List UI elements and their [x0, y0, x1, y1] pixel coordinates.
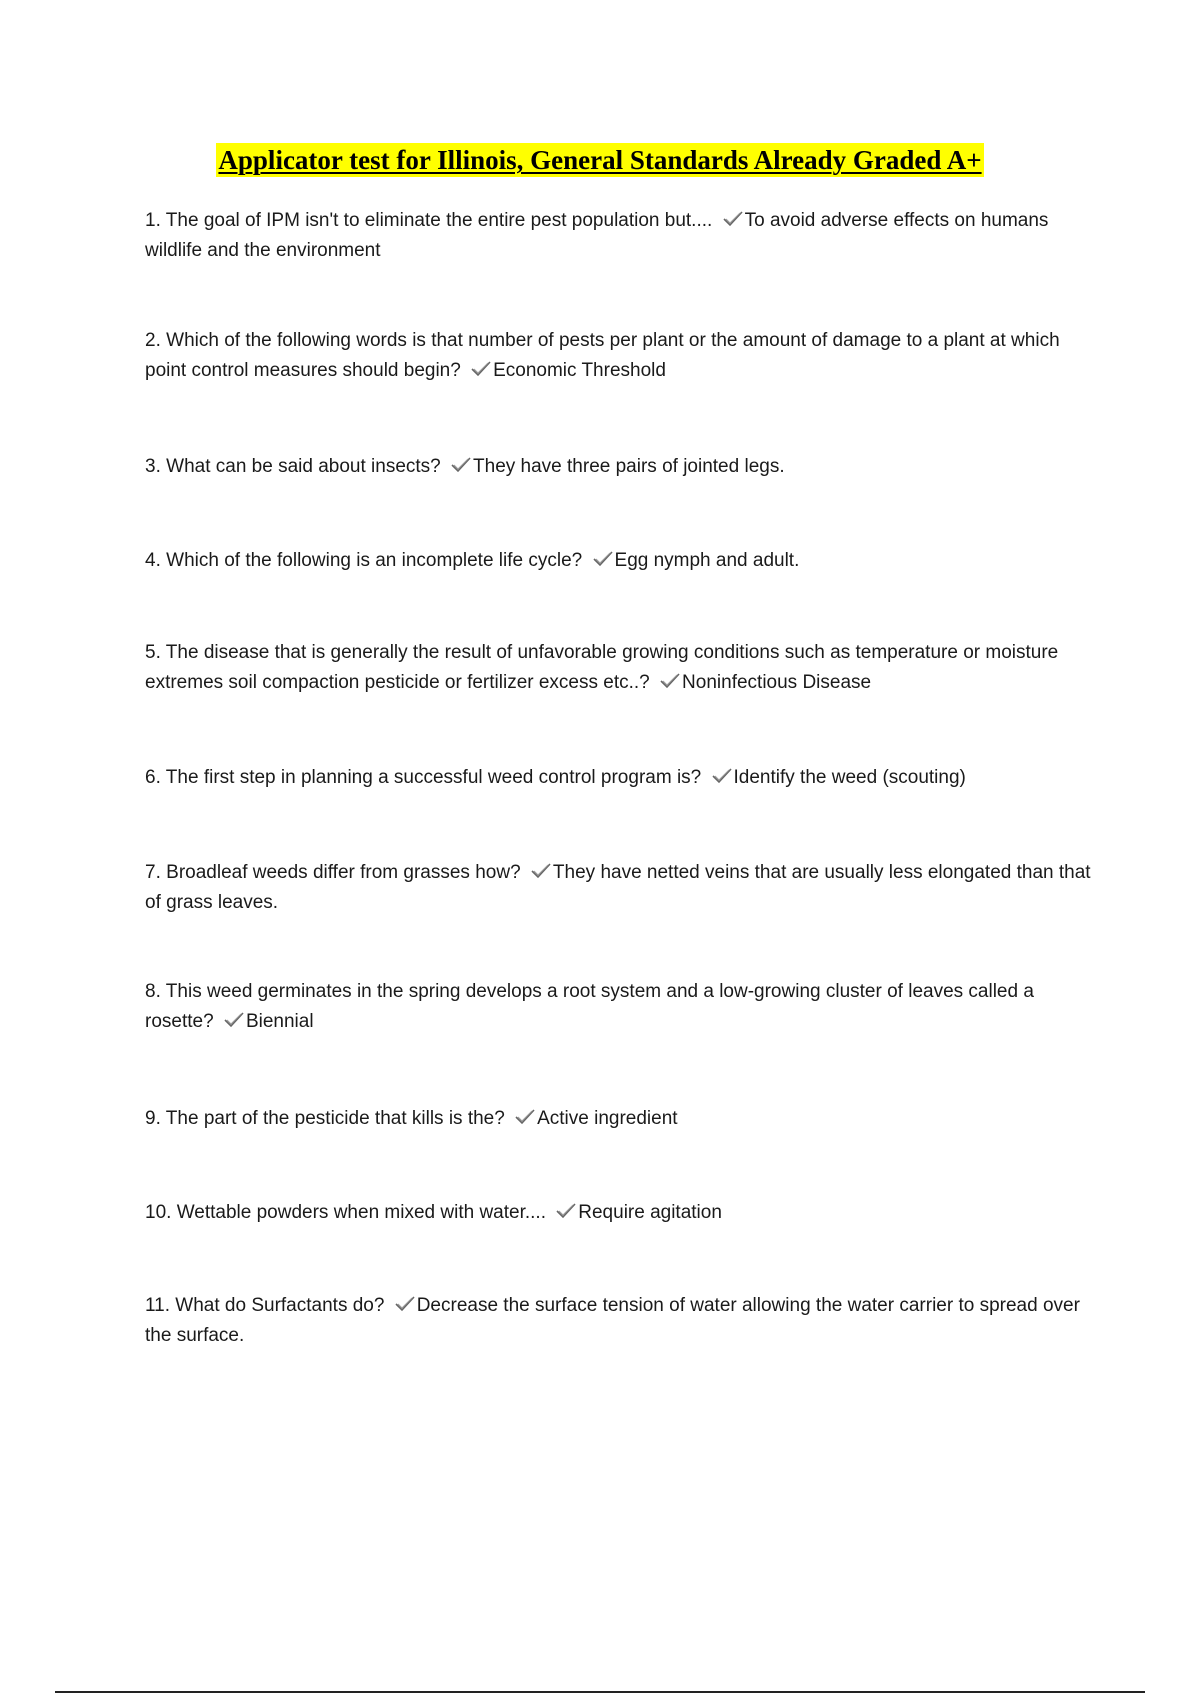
question-number: 4. [145, 550, 161, 571]
checkmark-icon [223, 1011, 245, 1029]
answer-text: They have netted veins that are usually less elongated than that of grass leaves. [145, 862, 1091, 913]
checkmark-icon [450, 456, 472, 474]
answer-text: Economic Threshold [493, 360, 666, 381]
answer-text: Active ingredient [537, 1108, 678, 1129]
answer-text: They have three pairs of jointed legs. [473, 456, 785, 477]
answer-text: Decrease the surface tension of water allowing the water carrier to spread over the surface. [145, 1295, 1080, 1346]
question-item-2 [145, 326, 1100, 386]
question-number: 3. [145, 456, 161, 477]
checkmark-icon [514, 1108, 536, 1126]
checkmark-icon [659, 672, 681, 690]
question-item-10 [145, 1198, 1100, 1228]
answer-text: Require agitation [578, 1202, 722, 1223]
question-number: 8. [145, 981, 161, 1002]
question-text: The first step in planning a successful weed control program is? [165, 767, 702, 788]
question-text: Which of the following words is that number of pests per plant or the amount of damage to a plant at which point control measures should begin? [145, 330, 1060, 381]
checkmark-icon [394, 1295, 416, 1313]
title-wrap [0, 143, 1200, 177]
question-number: 7. [145, 862, 161, 883]
answer-text: Identify the weed (scouting) [733, 767, 966, 788]
checkmark-icon [530, 862, 552, 880]
checkmark-icon [470, 360, 492, 378]
checkmark-icon [711, 767, 733, 785]
question-item-8 [145, 977, 1100, 1037]
question-item-11 [145, 1291, 1100, 1351]
question-number: 10. [145, 1202, 172, 1223]
question-text: The disease that is generally the result of unfavorable growing conditions such as temperature or moisture extremes soil compaction pesticide or fertilizer excess etc..? [145, 642, 1059, 693]
question-item-9 [145, 1104, 1100, 1134]
footer-divider [55, 1691, 1145, 1693]
checkmark-icon [722, 210, 744, 228]
question-item-1 [145, 206, 1100, 266]
question-text: Wettable powders when mixed with water.... [176, 1202, 546, 1223]
question-item-7 [145, 858, 1100, 918]
question-text: What can be said about insects? [166, 456, 441, 477]
question-text: Broadleaf weeds differ from grasses how? [166, 862, 521, 883]
question-text: The part of the pesticide that kills is the? [165, 1108, 505, 1129]
question-text: Which of the following is an incomplete life cycle? [166, 550, 583, 571]
question-number: 11. [145, 1295, 171, 1316]
question-text: What do Surfactants do? [175, 1295, 385, 1316]
question-item-5 [145, 638, 1100, 698]
question-text: This weed germinates in the spring develops a root system and a low-growing cluster of leaves called a rosette? [145, 981, 1034, 1032]
question-text: The goal of IPM isn't to eliminate the entire pest population but.... [165, 210, 713, 231]
checkmark-icon [592, 550, 614, 568]
question-item-4 [145, 546, 1100, 576]
question-number: 6. [145, 767, 161, 788]
page-title: Applicator test for Illinois, General Standards Already Graded A+ [218, 145, 982, 175]
question-number: 9. [145, 1108, 161, 1129]
checkmark-icon [555, 1202, 577, 1220]
answer-text: Noninfectious Disease [682, 672, 872, 693]
answer-text: To avoid adverse effects on humans wildlife and the environment [145, 210, 1049, 261]
question-item-6 [145, 763, 1100, 793]
question-number: 2. [145, 330, 161, 351]
answer-text: Egg nymph and adult. [614, 550, 800, 571]
question-number: 5. [145, 642, 161, 663]
question-item-3 [145, 452, 1100, 482]
question-number: 1. [145, 210, 161, 231]
answer-text: Biennial [245, 1011, 314, 1032]
